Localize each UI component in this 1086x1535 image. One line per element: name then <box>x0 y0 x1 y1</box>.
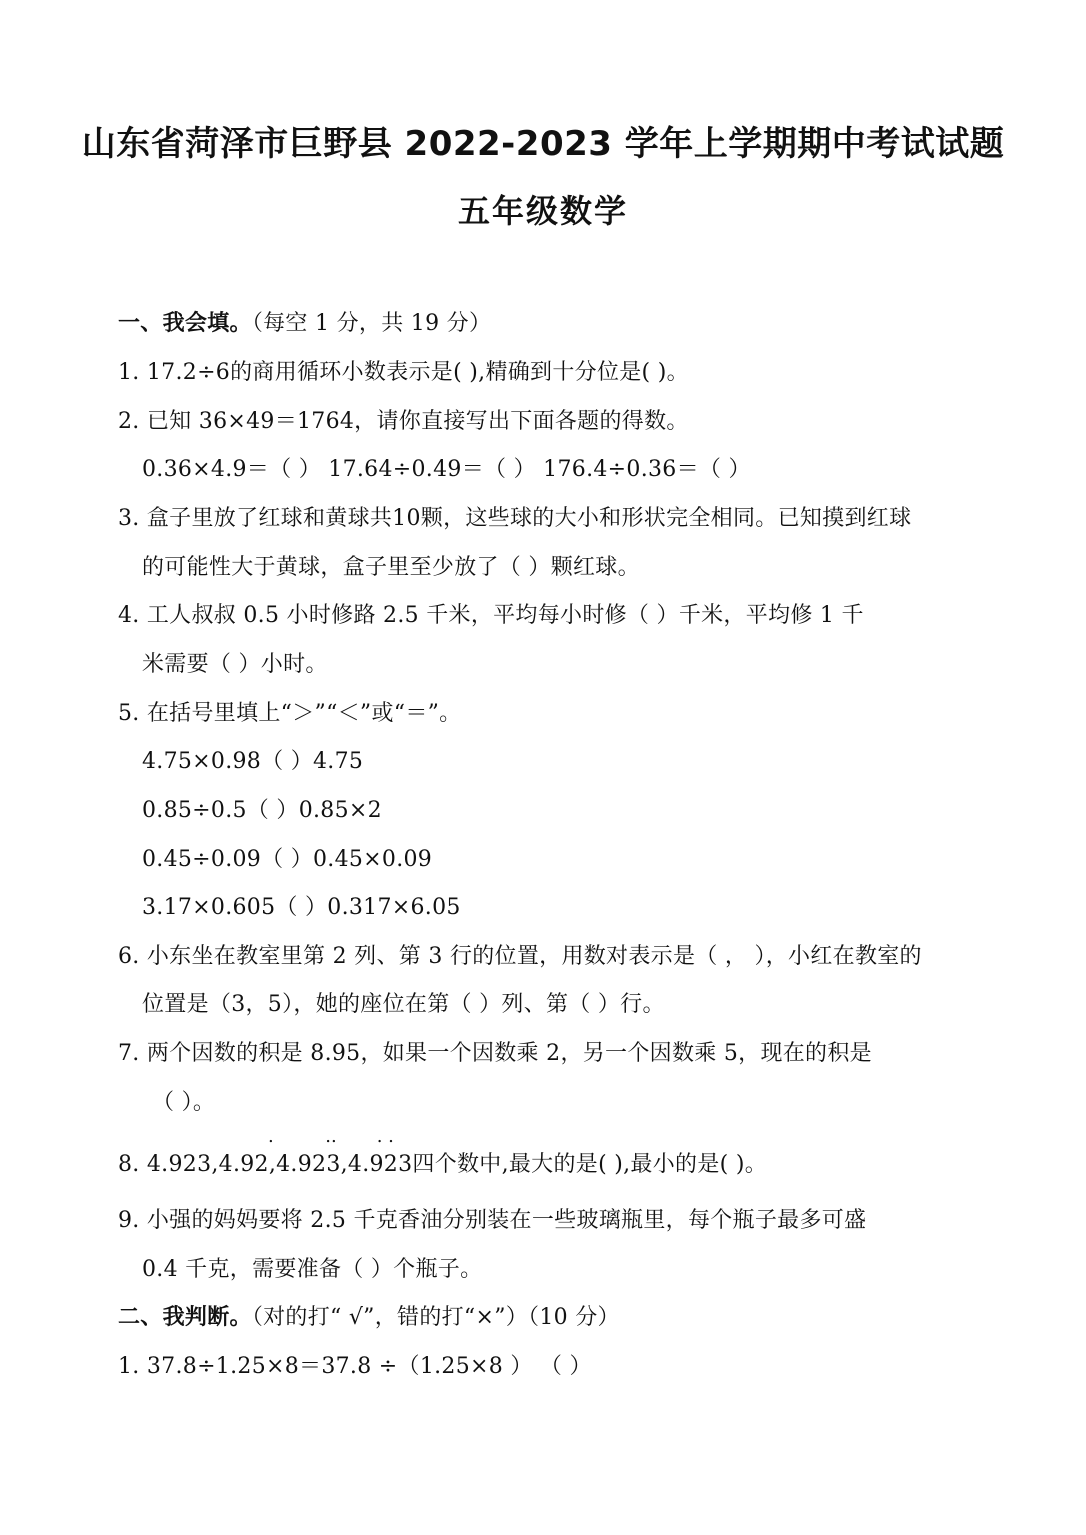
q5-compare-2: 0.85÷0.5（ ）0.85×2 <box>142 798 382 823</box>
section-1-note: （每空 1 分，共 19 分） <box>251 311 492 336</box>
q7-line-2: （ ）。 <box>152 1090 216 1115</box>
exam-subtitle: 五年级数学 <box>457 192 628 230</box>
q7-line-1: 7. 两个因数的积是 8.95，如果一个因数乘 2，另一个因数乘 5，现在的积是 <box>118 1041 872 1066</box>
q2-line: 2. 已知 36×49＝1764，请你直接写出下面各题的得数。 <box>118 409 689 434</box>
section-2-heading-line <box>118 1303 620 1333</box>
q3-line-2: 的可能性大于黄球，盒子里至少放了（ ）颗红球。 <box>142 555 640 580</box>
q5-compare-1: 4.75×0.98（ ）4.75 <box>142 749 364 774</box>
q4-line-1: 4. 工人叔叔 0.5 小时修路 2.5 千米，平均每小时修（ ）千米，平均修 1 千 <box>118 603 864 628</box>
q3-line-1: 3. 盒子里放了红球和黄球共10颗，这些球的大小和形状完全相同。已知摸到红球 <box>118 506 912 531</box>
q5-line: 5. 在括号里填上“＞”“＜”或“＝”。 <box>118 701 462 726</box>
section-1-heading: 一、我会填。 <box>118 311 252 336</box>
section-2-heading: 二、我判断。 <box>118 1305 252 1330</box>
exam-title: 山东省菏泽市巨野县 2022-2023 学年上学期期中考试试题 <box>81 124 1005 164</box>
q8-line: 8. 4.923,4.92,4.923,4.923四个数中,最大的是( ),最小的是( )。 <box>118 1152 767 1177</box>
judge-q1-line: 1. 37.8÷1.25×8＝37.8 ÷（1.25×8 ） （ ） <box>118 1354 592 1379</box>
section-1-heading-line <box>118 309 491 339</box>
q9-line-1: 9. 小强的妈妈要将 2.5 千克香油分别装在一些玻璃瓶里，每个瓶子最多可盛 <box>118 1208 867 1233</box>
q5-compare-4: 3.17×0.605（ ）0.317×6.05 <box>142 895 461 920</box>
q5-compare-3: 0.45÷0.09（ ）0.45×0.09 <box>142 847 433 872</box>
q9-line-2: 0.4 千克，需要准备（ ）个瓶子。 <box>142 1257 483 1282</box>
q6-line-1: 6. 小东坐在教室里第 2 列、第 3 行的位置，用数对表示是（ ， ），小红在教室的 <box>118 944 922 969</box>
q4-line-2: 米需要（ ）小时。 <box>142 652 328 677</box>
q8-recurring-dots: . .. . . <box>268 1126 394 1147</box>
section-2-note: （对的打“ √”，错的打“×”）（10 分） <box>251 1305 620 1330</box>
q1-line: 1. 17.2÷6的商用循环小数表示是( ),精确到十分位是( )。 <box>118 360 689 385</box>
q2-expressions: 0.36×4.9＝（ ） 17.64÷0.49＝（ ） 176.4÷0.36＝（ ） <box>142 457 751 482</box>
q6-line-2: 位置是（3，5），她的座位在第（ ）列、第（ ）行。 <box>142 992 665 1017</box>
